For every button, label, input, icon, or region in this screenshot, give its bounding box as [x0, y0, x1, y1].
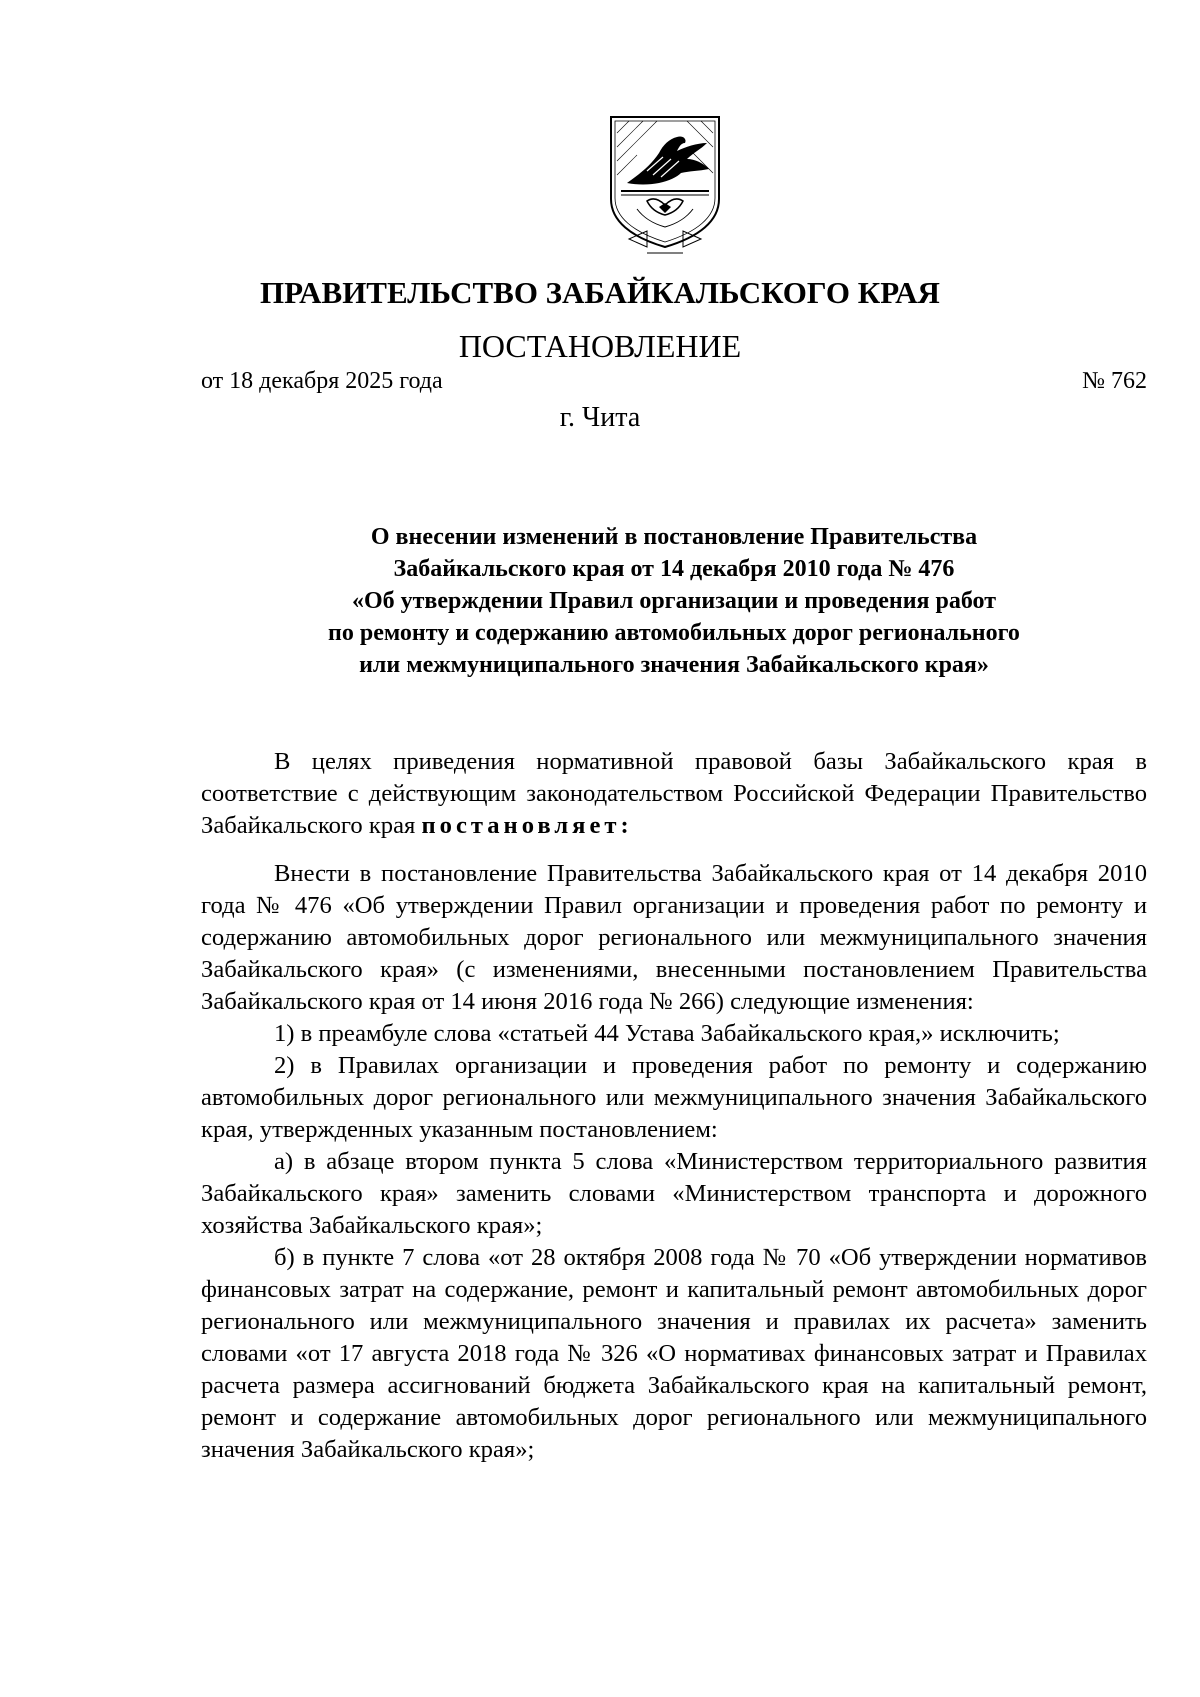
item-2-paragraph: 2) в Правилах организации и проведения работ по ремонту и содержанию автомобильных дорог регионального или межмуниципального значения Забайкальского края, утвержденных указанным постановлением:: [201, 1052, 1147, 1143]
document-date: от 18 декабря 2025 года: [201, 368, 443, 394]
document-type: ПОСТАНОВЛЕНИЕ: [458, 328, 742, 364]
title-line: «Об утверждении Правил организации и проведения работ: [351, 588, 997, 614]
intro-paragraph: Внести в постановление Правительства Забайкальского края от 14 декабря 2010 года № 476 «Об утверждении Правил организации и проведения работ по ремонту и содержанию автомобильных дорог регионального или межмуниципального значения Забайкальского края» (с изменениями, внесенными постановлением Правительства Забайкальского края от 14 июня 2016 года № 266) следующие изменения:: [201, 860, 1147, 1015]
title-line: О внесении изменений в постановление Правительства: [370, 524, 978, 550]
title-line: или межмуниципального значения Забайкальского края»: [359, 652, 989, 678]
item-1-paragraph: 1) в преамбуле слова «статьей 44 Устава Забайкальского края,» исключить;: [274, 1020, 1060, 1047]
document-body: [201, 746, 1147, 1466]
item-2a-paragraph: а) в абзаце втором пункта 5 слова «Министерством территориального развития Забайкальского края» заменить словами «Министерством транспорта и дорожного хозяйства Забайкальского края»;: [201, 1148, 1147, 1239]
authority-name: ПРАВИТЕЛЬСТВО ЗАБАЙКАЛЬСКОГО КРАЯ: [260, 275, 940, 310]
resolves-word: постановляет:: [421, 812, 633, 839]
document-city: г. Чита: [559, 402, 641, 433]
item-2b-paragraph: б) в пункте 7 слова «от 28 октября 2008 года № 70 «Об утверждении нормативов финансовых затрат на содержание, ремонт и капитальный ремонт автомобильных дорог регионального или межмуниципального значения и правилах их расчета» заменить словами «от 17 августа 2018 года № 326 «О нормативах финансовых затрат и Правилах расчета размера ассигнований бюджета Забайкальского края на капитальный ремонт, ремонт и содержание автомобильных дорог регионального или межмуниципального значения Забайкальского края»;: [201, 1244, 1147, 1463]
coat-of-arms-emblem: [607, 113, 723, 263]
document-number: № 762: [1082, 368, 1147, 394]
document-title: [201, 521, 1147, 681]
preamble-paragraph: [201, 746, 1147, 842]
title-line: по ремонту и содержанию автомобильных дорог регионального: [328, 620, 1020, 646]
title-line: Забайкальского края от 14 декабря 2010 года № 476: [393, 556, 955, 582]
preamble-text: В целях приведения нормативной правовой базы Забайкальского края в соответствие с действующим законодательством Российской Федерации Правительство Забайкальского края: [201, 748, 1147, 839]
